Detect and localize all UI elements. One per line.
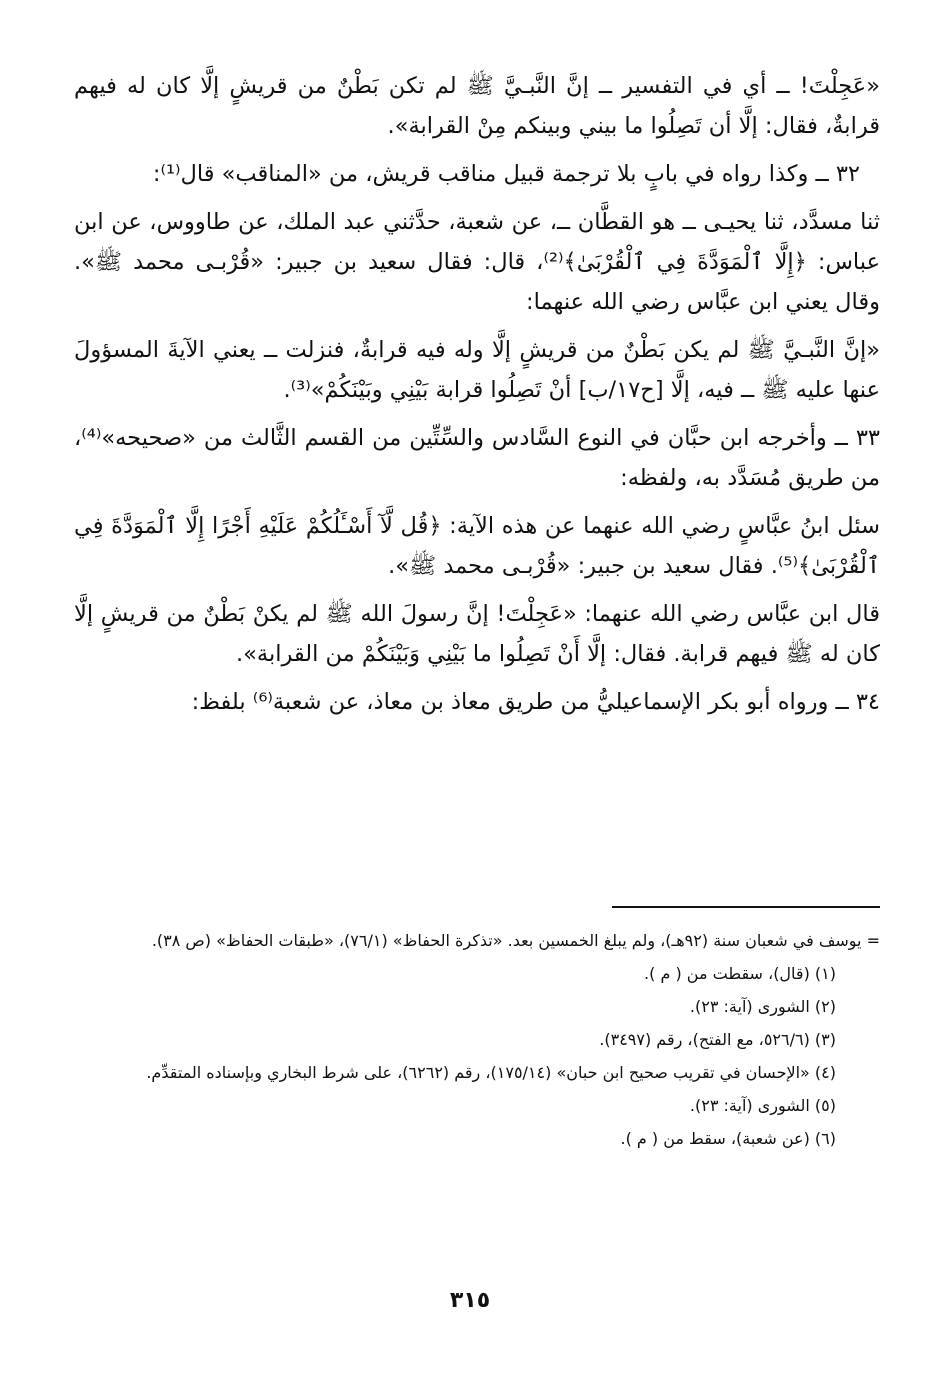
paragraph: سئل ابنُ عبَّاسٍ رضي الله عنهما عن هذه الآية: ﴿قُل لَّآ أَسْـَٔلُكُمْ عَلَيْهِ أَجْرًا إِلَّا ٱلْمَوَدَّةَ فِي ٱلْقُرْبَىٰ﴾⁽⁵⁾. فقال سعيد بن جبير: «قُرْبـى محمد ﷺ». [74,513,880,579]
footnote-item: (٤) «الإحسان في تقريب صحيح ابن حبان» (١٧٥/١٤)، رقم (٦٢٦٢)، على شرط البخاري وبإسناده المتقدِّم. [146,1063,836,1082]
main-text [74,66,880,730]
paragraph: قال ابن عبَّاس رضي الله عنهما: «عَجِلْتَ! إنَّ رسولَ الله ﷺ لم يكنْ بَطْنٌ من قريشٍ إلَّا كان له ﷺ فيهم قرابة. فقال: إلَّا أَنْ تَصِلُوا ما بَيْنِي وَبَيْنَكُمْ من القرابة». [74,601,880,667]
footnote-continuation: = يوسف في شعبان سنة (٩٢هـ)، ولم يبلغ الخمسين بعد. «تذكرة الحفاظ» (٧٦/١)، «طبقات الحفاظ» (ص ٣٨). [151,931,880,950]
page-number: ٣١٥ [449,1288,491,1313]
paragraph: ٣٢ ــ وكذا رواه في بابٍ بلا ترجمة قبيل مناقب قريش، من «المناقب» قال⁽¹⁾: [152,161,860,187]
paragraph: «عَجِلْتَ! ــ أي في التفسير ــ إنَّ النَّبـيَّ ﷺ لم تكن بَطْنٌ من قريشٍ إلَّا كان له فيهم قرابةٌ، فقال: إلَّا أن تَصِلُوا ما بيني وبينكم مِنْ القرابة». [74,73,880,139]
footnote-divider [612,906,880,908]
paragraph: «إنَّ النَّبـيَّ ﷺ لم يكن بَطْنٌ من قريشٍ إلَّا وله فيه قرابةٌ، فنزلت ــ يعني الآيةَ المسؤولَ عنها عليه ﷺ ــ فيه، إلَّا [ح١٧/ب] أنْ تَصِلُوا قرابة بَيْنِي وبَيْنَكُمْ»⁽³⁾. [74,337,880,403]
paragraph: ثنا مسدَّد، ثنا يحيـى ــ هو القطَّان ــ، عن شعبة، حدَّثني عبد الملك، عن طاووس، عن ابن عباس: ﴿إِلَّا ٱلْمَوَدَّةَ فِي ٱلْقُرْبَىٰ﴾⁽²⁾، قال: فقال سعيد بن جبير: «قُرْبـى محمد ﷺ». وقال يعني ابن عبَّاس رضي الله عنهما: [74,209,880,315]
footnote-item: (٦) (عن شعبة)، سقط من ( م ). [620,1129,836,1148]
footnotes [74,924,880,1155]
paragraph: ٣٤ ــ ورواه أبو بكر الإسماعيليُّ من طريق معاذ بن معاذ، عن شعبة⁽⁶⁾ بلفظ: [191,689,880,715]
paragraph: ٣٣ ــ وأخرجه ابن حبَّان في النوع السَّادس والسِّتِّين من القسم الثَّالث من «صحيحه»⁽⁴⁾، من طريق مُسَدَّد به، ولفظه: [74,425,880,491]
footnote-item: (٢) الشورى (آية: ٢٣). [689,997,836,1016]
footnote-item: (٣) (٥٢٦/٦، مع الفتح)، رقم (٣٤٩٧). [599,1030,836,1049]
footnote-item: (١) (قال)، سقطت من ( م ). [644,964,836,983]
footnote-item: (٥) الشورى (آية: ٢٣). [689,1096,836,1115]
